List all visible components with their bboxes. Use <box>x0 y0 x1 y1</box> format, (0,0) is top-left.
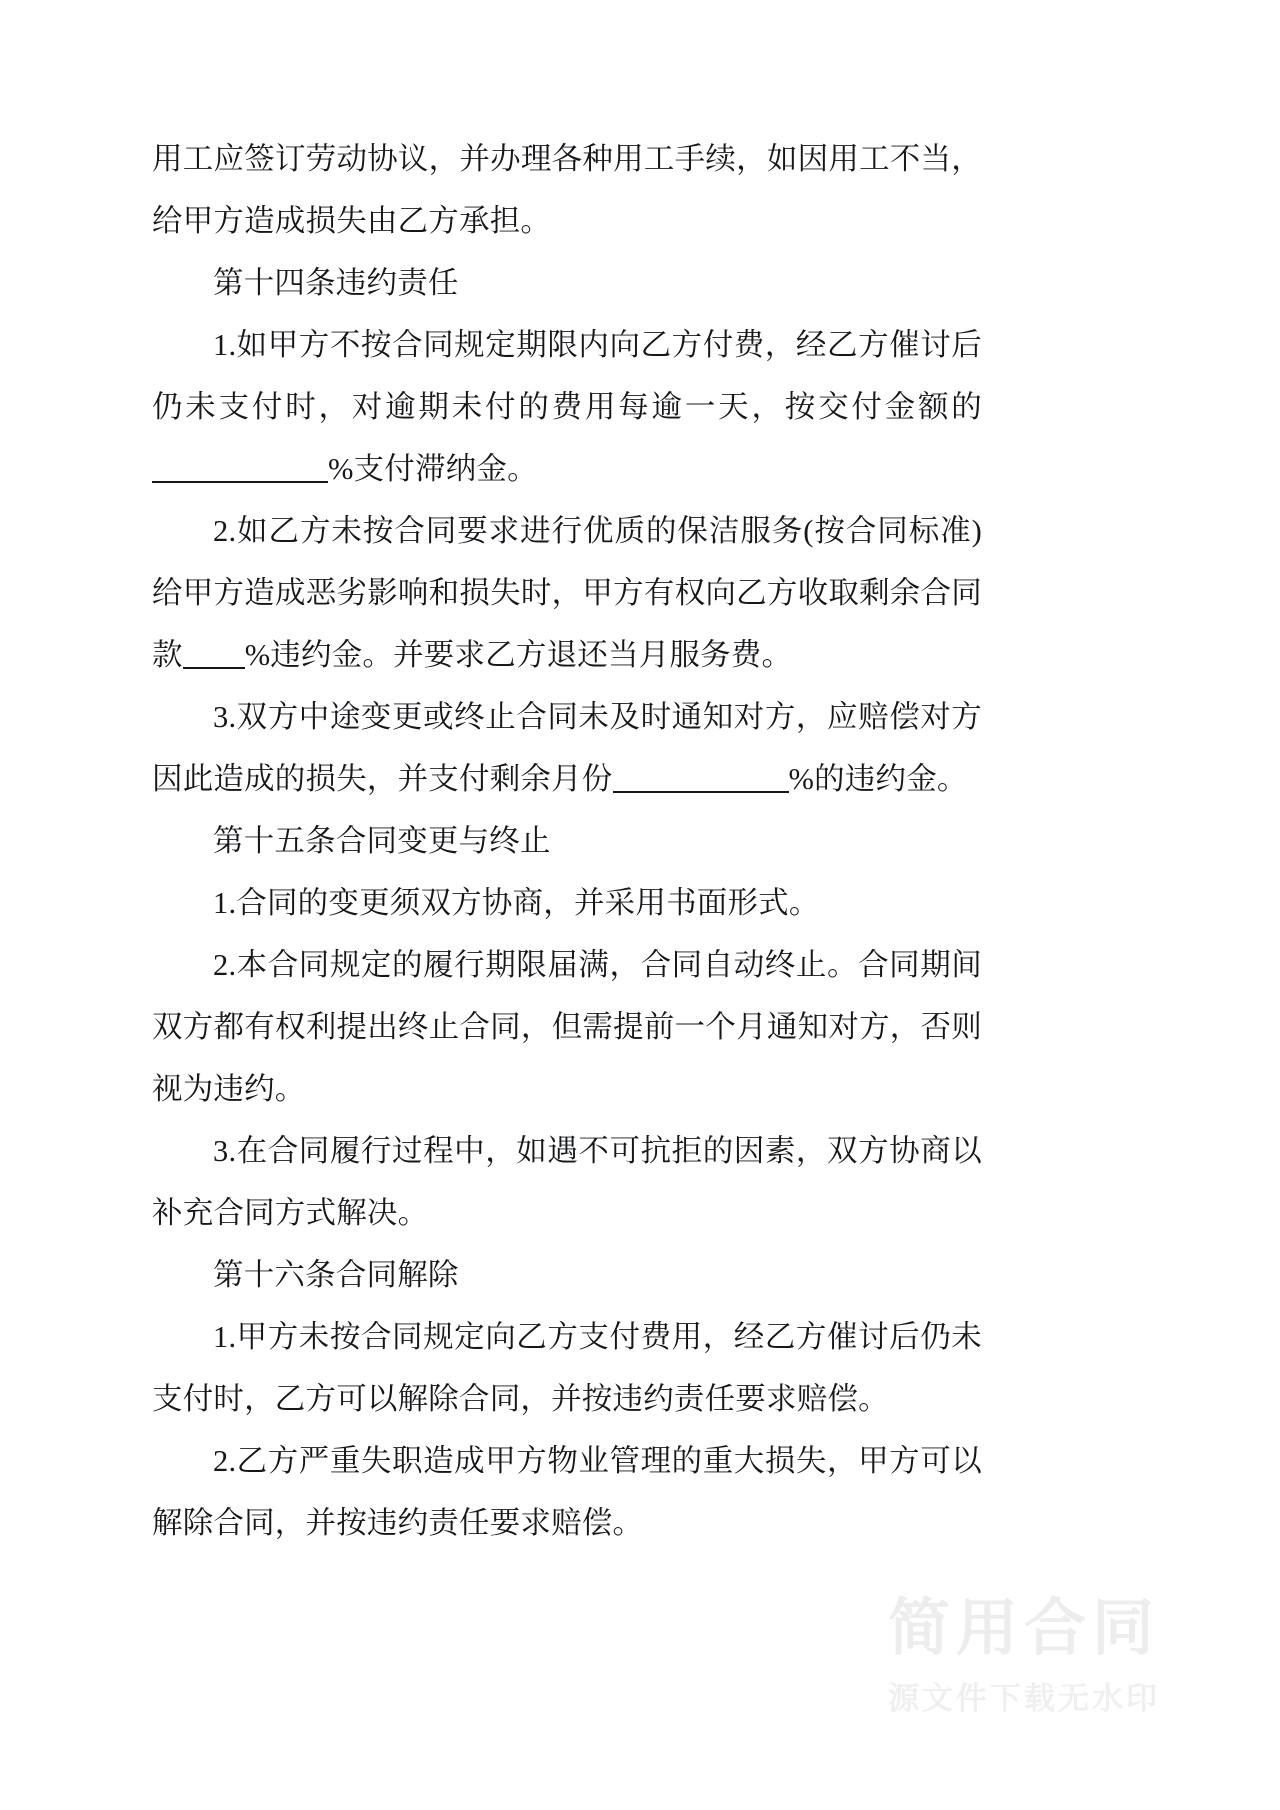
watermark-brand: 简用合同 <box>887 1593 1160 1663</box>
clause-14-2-text-after-blank: %违约金。并要求乙方退还当月服务费。 <box>244 638 793 672</box>
heading-article-16: 第十六条合同解除 <box>213 1258 459 1292</box>
clause-14-1-text-after-blank: %支付滞纳金。 <box>328 452 538 486</box>
clause-16-2: 2.乙方严重失职造成甲方物业管理的重大损失，甲方可以解除合同，并按违约责任要求赔偿。 <box>152 1444 982 1540</box>
clause-14-1 <box>152 314 982 500</box>
heading-article-15: 第十五条合同变更与终止 <box>213 824 551 858</box>
clause-15-1: 1.合同的变更须双方协商，并采用书面形式。 <box>213 886 820 920</box>
clause-14-2-text-before-blank: 2.如乙方未按合同要求进行优质的保洁服务(按合同标准)给甲方造成恶劣影响和损失时，甲方有权向乙方收取剩余合同款 <box>152 514 982 672</box>
clause-14-3-text-after-blank: %的违约金。 <box>788 762 968 796</box>
clause-14-1-text-before-blank: 1.如甲方不按合同规定期限内向乙方付费，经乙方催讨后仍未支付时，对逾期未付的费用每逾一天，按交付金额的 <box>152 328 982 424</box>
clause-14-3 <box>152 686 982 810</box>
watermark-tagline: 源文件下载无水印 <box>888 1681 1160 1716</box>
heading-article-14: 第十四条违约责任 <box>213 266 459 300</box>
clause-16-1: 1.甲方未按合同规定向乙方支付费用，经乙方催讨后仍未支付时，乙方可以解除合同，并按违约责任要求赔偿。 <box>152 1320 982 1416</box>
clause-14-2 <box>152 500 982 686</box>
clause-15-3: 3.在合同履行过程中，如遇不可抗拒的因素，双方协商以补充合同方式解决。 <box>152 1134 982 1230</box>
fill-in-blank-percent-remaining-months[interactable] <box>613 791 789 793</box>
paragraph-continued-clause13: 用工应签订劳动协议，并办理各种用工手续，如因用工不当，给甲方造成损失由乙方承担。 <box>152 142 982 238</box>
document-body <box>152 128 982 1554</box>
clause-15-2: 2.本合同规定的履行期限届满，合同自动终止。合同期间双方都有权利提出终止合同，但需提前一个月通知对方，否则视为违约。 <box>152 948 982 1106</box>
fill-in-blank-percent-penalty[interactable] <box>183 667 245 669</box>
clause-14-3-text-before-blank: 3.双方中途变更或终止合同未及时通知对方，应赔偿对方因此造成的损失，并支付剩余月份 <box>152 700 982 796</box>
fill-in-blank-percent-late-fee[interactable] <box>152 481 328 483</box>
